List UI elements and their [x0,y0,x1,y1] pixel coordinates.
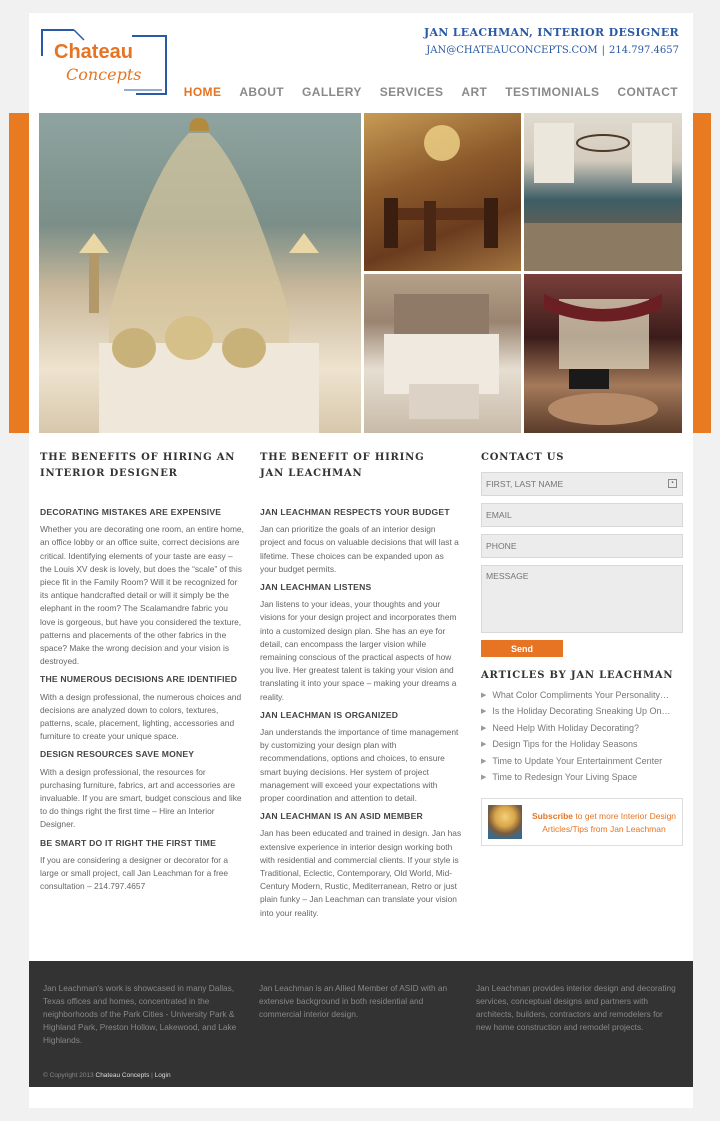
photo-piano-room[interactable] [524,274,682,433]
nav-testimonials[interactable]: TESTIMONIALS [505,85,600,99]
hero-accent-bar-right [693,113,711,433]
email-input[interactable] [481,503,683,527]
designer-title: JAN LEACHMAN, INTERIOR DESIGNER [423,26,679,39]
photo-bedroom[interactable] [364,274,521,433]
section-text: Jan has been educated and trained in design. Jan has extensive experience in interior design working both with residential and commercial clients. If your style is Traditional, Eclectic, Contemporary, Old World, Mid-Century Modern, Rustic, Mediterranean, Retro or just plain funky – Jan Leachman can translate your vision into your reality. [260,828,462,918]
photo-kitchen[interactable] [524,113,682,271]
arrow-right-icon: ▶ [481,741,487,749]
footer-text-2: Jan Leachman is an Allied Member of ASID with an extensive background in both residential and commercial interior design. [259,983,448,1019]
jan-benefits-column [260,450,462,924]
article-link[interactable]: ▶ Design Tips for the Holiday Seasons [481,737,683,754]
section-heading: JAN LEACHMAN IS AN ASID MEMBER [260,811,423,822]
benefits-column [40,450,244,897]
section-text: With a design professional, the numerous choices and decisions are analyzed down to colors, textures, patterns, scale, placement, lighting, accessories and furniture to create your unique space. [40,691,242,742]
brand-link[interactable]: Chateau Concepts [95,1072,150,1079]
subscribe-text: Subscribe to get more Interior Design Articles/Tips from Jan Leachman [531,811,677,834]
phone-number[interactable]: 214.797.4657 [609,45,679,56]
nav-services[interactable]: SERVICES [379,85,444,99]
nav-art[interactable]: ART [461,85,488,99]
arrow-right-icon: ▶ [481,691,487,699]
benefits-title: THE BENEFITS OF HIRING AN INTERIOR DESIGNER [40,452,236,479]
message-input[interactable] [481,565,683,633]
jan-benefits-title: THE BENEFIT OF HIRING JAN LEACHMAN [260,452,425,479]
article-link[interactable]: ▶ What Color Compliments Your Personality… [481,687,683,704]
section-text: Jan can prioritize the goals of an interior design project and focus on valuable decisions that will last a lifetime. These choices can be expanded upon as your budget permits. [260,524,459,574]
section-heading: DECORATING MISTAKES ARE EXPENSIVE [40,507,222,517]
arrow-right-icon: ▶ [481,757,487,765]
contact-line: JAN@CHATEAUCONCEPTS.COM | 214.797.4657 [426,45,679,56]
header-contact [424,26,679,56]
nav-gallery[interactable]: GALLERY [302,85,362,99]
article-link[interactable]: ▶ Is the Holiday Decorating Sneaking Up On… [481,704,683,721]
section-text: Whether you are decorating one room, an entire home, an office lobby or an office suite, correct decisions are critical. Identifying elements of your taste are easy – the Louis XV desk is lovely, but does the “scale” of this piece fit in the Family Room? Will it be recognized for its antique handcrafted detail or will it simply be the elephant in the room? The Scalamandre fabric you love is gorgeous, but have you considered the texture, patterns and placements of the other fabrics in the space? Make the wrong decision and your vision is destroyed. [40,524,244,667]
sidebar-column [481,450,683,846]
subscribe-box [481,798,683,846]
logo-text-chateau: Chateau [54,41,133,63]
arrow-right-icon: ▶ [481,708,487,716]
copyright: © Copyright 2013 Chateau Concepts | Login [43,1072,171,1079]
avatar [488,805,522,839]
footer-text-1: Jan Leachman's work is showcased in many Dallas, Texas offices and homes, concentrated in the neighborhoods of the Park Cities - University Park & Highland Park, Preston Hollow, Lakewood, and Lake Highlands. [43,983,237,1045]
site-logo[interactable] [40,28,168,98]
arrow-right-icon: ▶ [481,724,487,732]
section-text: With a design professional, the resources for purchasing furniture, fabrics, art and accessories are invaluable. If you are smart, budget conscious and like to do things right the first time – Hire an Interior Designer. [40,766,242,830]
subscribe-link[interactable]: Subscribe [531,811,574,822]
phone-input[interactable] [481,534,683,558]
section-text: Jan listens to your ideas, your thoughts and your visions for your design project and incorporates them into a customized design plan. She has an eye for detail, can encompass the larger vision while remaining conscious of the practical aspects of how you live. Her greatest talent is taking your vision and translating it into your space – making your dreams a reality. [260,599,457,702]
article-link[interactable]: ▶ Need Help With Holiday Decorating? [481,720,683,737]
name-field-wrap [481,472,683,496]
logo-text-concepts: Concepts [66,65,142,84]
hero-accent-bar-left [9,113,29,433]
footer [29,961,693,1087]
nav-contact[interactable]: CONTACT [617,85,678,99]
section-heading: JAN LEACHMAN IS ORGANIZED [260,709,399,720]
section-heading: THE NUMEROUS DECISIONS ARE IDENTIFIED [40,674,238,685]
photo-bedroom-canopy[interactable] [39,113,361,433]
main-nav [184,85,678,99]
article-link[interactable]: ▶ Time to Update Your Entertainment Center [481,753,683,770]
section-heading: JAN LEACHMAN RESPECTS YOUR BUDGET [260,507,450,517]
section-text: If you are considering a designer or decorator for a large or small project, call Jan Leachman for a free consultation – 214.797.4657 [40,854,229,892]
articles-title: ARTICLES BY JAN LEACHMAN [481,670,674,681]
photo-dining-room[interactable] [364,113,521,271]
nav-home[interactable]: HOME [183,85,222,99]
nav-about[interactable]: ABOUT [239,85,285,99]
arrow-right-icon: ▶ [481,774,487,782]
section-heading: JAN LEACHMAN LISTENS [260,582,372,593]
section-heading: DESIGN RESOURCES SAVE MONEY [40,749,195,760]
contact-title: CONTACT US [481,452,565,463]
name-input[interactable] [481,472,683,496]
article-link[interactable]: ▶ Time to Redesign Your Living Space [481,770,683,787]
section-text: Jan understands the importance of time management by customizing your design plan with recommendations, options and choices, to ensure smart buying decisions. Her system of project management will exceed your expectations with proper coordination and attention to detail. [260,727,459,804]
footer-text-3: Jan Leachman provides interior design and decorating services, conceptual designs and partners with architects, builders, contractors and remodelers for new home construction and remodel projects. [476,983,676,1032]
section-heading: BE SMART DO IT RIGHT THE FIRST TIME [40,837,217,848]
autofill-icon[interactable]: ▪ [668,479,677,488]
send-button[interactable]: Send [481,640,563,657]
login-link[interactable]: Login [154,1072,171,1079]
email-link[interactable]: JAN@CHATEAUCONCEPTS.COM [426,45,598,56]
